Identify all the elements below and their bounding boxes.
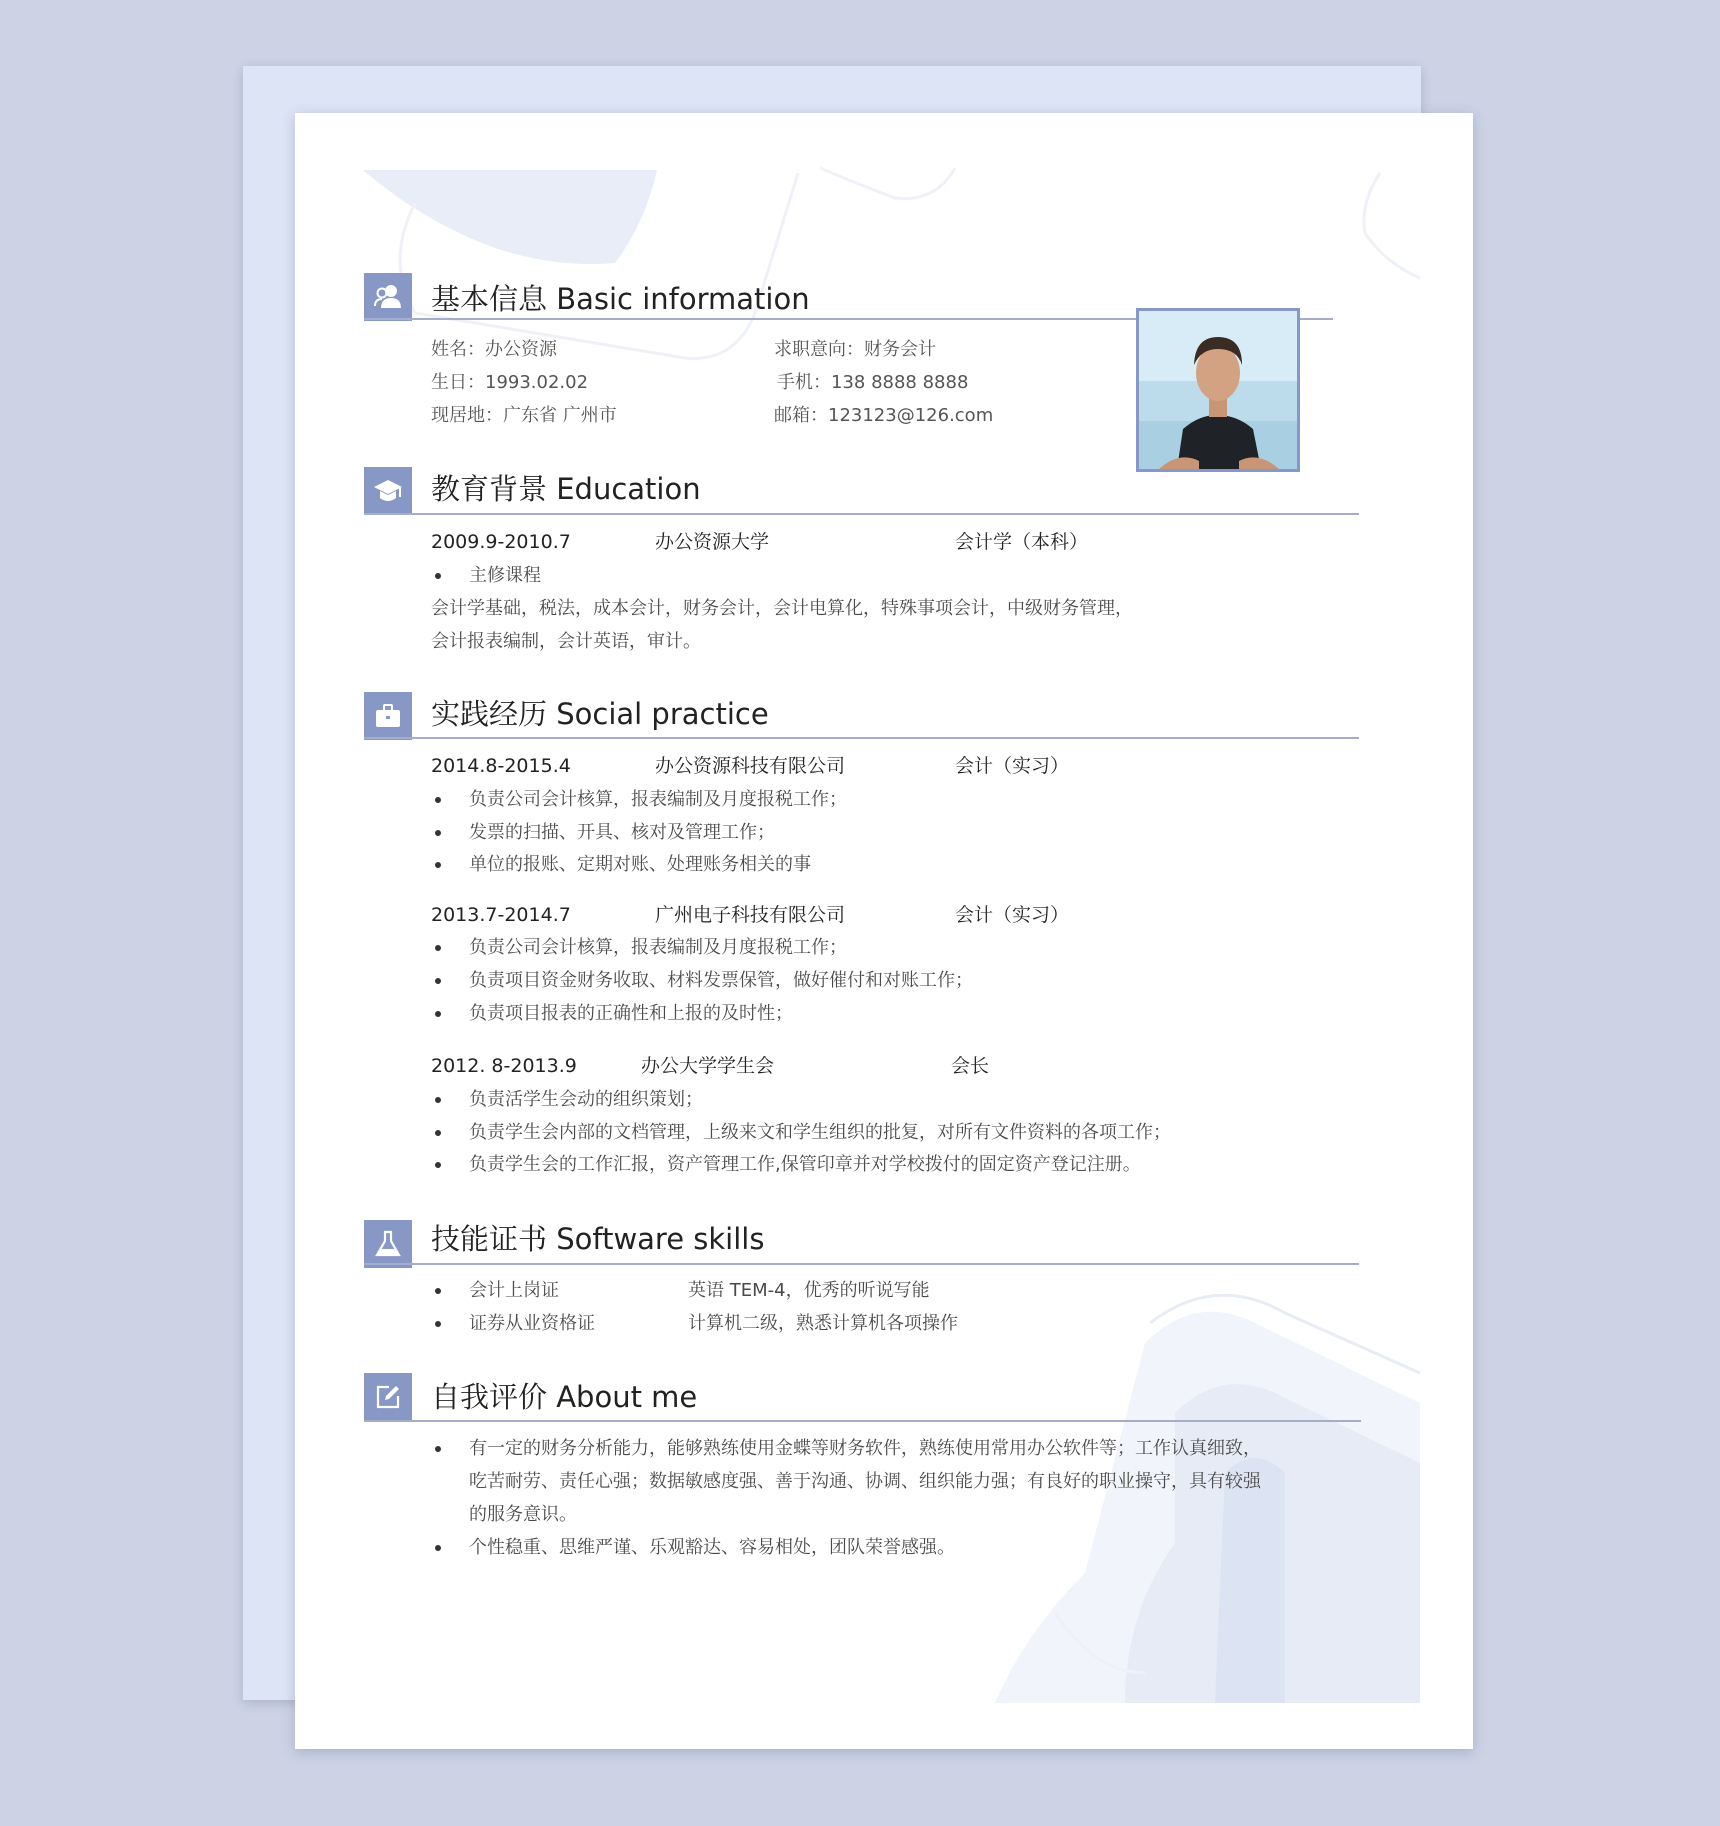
practice-1-item-2 bbox=[469, 821, 775, 845]
about-item-2 bbox=[469, 1536, 955, 1560]
residence-field: 现居地：广东省 广州市 bbox=[431, 405, 617, 426]
about-item-1-line-2: 吃苦耐劳、责任心强；数据敏感度强、善于沟通、协调、组织能力强；有良好的职业操守，具有较强 bbox=[469, 1471, 1261, 1492]
about-item-2-text: 个性稳重、思维严谨、乐观豁达、容易相处，团队荣誉感强。 bbox=[469, 1537, 955, 1558]
profile-photo bbox=[1136, 308, 1300, 472]
bullet-dot bbox=[435, 1130, 441, 1136]
practice-1-item-1-text: 负责公司会计核算，报表编制及月度报税工作； bbox=[469, 789, 847, 810]
skill-2-left-text: 证券从业资格证 bbox=[469, 1313, 595, 1334]
bullet-dot bbox=[435, 797, 441, 803]
skill-1-right: 英语 TEM-4，优秀的听说写能 bbox=[688, 1280, 930, 1301]
practice-3-item-2-text: 负责学生会内部的文档管理，上级来文和学生组织的批复，对所有文件资料的各项工作； bbox=[469, 1122, 1171, 1143]
about-title: 自我评价 About me bbox=[431, 1380, 698, 1414]
education-major: 会计学（本科） bbox=[955, 531, 1089, 553]
practice-1-item-1 bbox=[469, 788, 847, 812]
practice-1-item-2-text: 发票的扫描、开具、核对及管理工作； bbox=[469, 822, 775, 843]
about-item-1-line-1: 有一定的财务分析能力，能够熟练使用金蝶等财务软件，熟练使用常用办公软件等；工作认真细致， bbox=[469, 1438, 1261, 1459]
about-item-1 bbox=[469, 1437, 1261, 1461]
skills-divider bbox=[364, 1263, 1359, 1265]
bullet-dot bbox=[435, 830, 441, 836]
bullet-dot bbox=[435, 1162, 441, 1168]
practice-2-item-3-text: 负责项目报表的正确性和上报的及时性； bbox=[469, 1003, 793, 1024]
bullet-dot bbox=[435, 1011, 441, 1017]
practice-title: 实践经历 Social practice bbox=[431, 697, 769, 731]
birthday-field: 生日：1993.02.02 bbox=[431, 372, 589, 393]
courses-line-1: 会计学基础，税法，成本会计，财务会计，会计电算化，特殊事项会计，中级财务管理， bbox=[431, 598, 1133, 619]
education-school: 办公资源大学 bbox=[655, 531, 770, 553]
practice-1-item-3 bbox=[469, 853, 811, 877]
bullet-dot bbox=[435, 1446, 441, 1452]
skill-2-left bbox=[469, 1312, 595, 1336]
skills-title: 技能证书 Software skills bbox=[431, 1222, 765, 1256]
practice-1-role: 会计（实习） bbox=[955, 755, 1070, 777]
practice-1-org: 办公资源科技有限公司 bbox=[655, 755, 846, 777]
courses-label-text: 主修课程 bbox=[469, 565, 541, 586]
practice-3-role: 会长 bbox=[951, 1055, 990, 1077]
phone-field: 手机：138 8888 8888 bbox=[777, 372, 969, 393]
practice-3-item-3-text: 负责学生会的工作汇报，资产管理工作,保管印章并对学校拨付的固定资产登记注册。 bbox=[469, 1154, 1141, 1175]
practice-2-item-3 bbox=[469, 1002, 793, 1026]
practice-2-item-1 bbox=[469, 936, 847, 960]
education-title: 教育背景 Education bbox=[431, 472, 701, 506]
practice-3-item-2 bbox=[469, 1121, 1171, 1145]
bullet-dot bbox=[435, 1545, 441, 1551]
practice-2-item-1-text: 负责公司会计核算，报表编制及月度报税工作； bbox=[469, 937, 847, 958]
courses-line-2: 会计报表编制，会计英语，审计。 bbox=[431, 631, 701, 652]
bullet-dot bbox=[435, 1288, 441, 1294]
practice-1-date: 2014.8-2015.4 bbox=[431, 755, 571, 777]
practice-3-item-3 bbox=[469, 1153, 1141, 1177]
skill-2-right: 计算机二级，熟悉计算机各项操作 bbox=[688, 1313, 958, 1334]
basic-info-title: 基本信息 Basic information bbox=[431, 282, 810, 316]
skill-1-left bbox=[469, 1279, 559, 1303]
practice-3-org: 办公大学学生会 bbox=[641, 1055, 775, 1077]
resume-page bbox=[295, 113, 1473, 1749]
practice-1-item-3-text: 单位的报账、定期对账、处理账务相关的事 bbox=[469, 854, 811, 875]
graduation-cap-icon bbox=[364, 467, 412, 515]
bullet-dot bbox=[435, 945, 441, 951]
practice-3-item-1 bbox=[469, 1088, 703, 1112]
flask-icon bbox=[364, 1220, 412, 1268]
bullet-dot bbox=[435, 573, 441, 579]
education-date: 2009.9-2010.7 bbox=[431, 531, 571, 553]
practice-2-role: 会计（实习） bbox=[955, 904, 1070, 926]
email-field: 邮箱：123123@126.com bbox=[774, 405, 994, 426]
education-divider bbox=[364, 513, 1359, 515]
edit-icon bbox=[364, 1373, 412, 1421]
objective-field: 求职意向：财务会计 bbox=[774, 339, 936, 360]
practice-2-org: 广州电子科技有限公司 bbox=[655, 904, 846, 926]
bullet-dot bbox=[435, 1097, 441, 1103]
practice-2-item-2-text: 负责项目资金财务收取、材料发票保管，做好催付和对账工作； bbox=[469, 970, 973, 991]
bullet-dot bbox=[435, 978, 441, 984]
about-divider bbox=[364, 1420, 1361, 1422]
about-item-1-line-3: 的服务意识。 bbox=[469, 1504, 577, 1525]
practice-3-item-1-text: 负责活学生会动的组织策划； bbox=[469, 1089, 703, 1110]
bullet-dot bbox=[435, 862, 441, 868]
courses-label bbox=[469, 564, 541, 588]
basic-info-icon bbox=[364, 273, 412, 321]
practice-divider bbox=[364, 737, 1359, 739]
briefcase-icon bbox=[364, 692, 412, 740]
bullet-dot bbox=[435, 1321, 441, 1327]
practice-2-item-2 bbox=[469, 969, 973, 993]
skill-1-left-text: 会计上岗证 bbox=[469, 1280, 559, 1301]
practice-3-date: 2012. 8-2013.9 bbox=[431, 1055, 577, 1077]
practice-2-date: 2013.7-2014.7 bbox=[431, 904, 571, 926]
name-field: 姓名：办公资源 bbox=[431, 339, 557, 360]
